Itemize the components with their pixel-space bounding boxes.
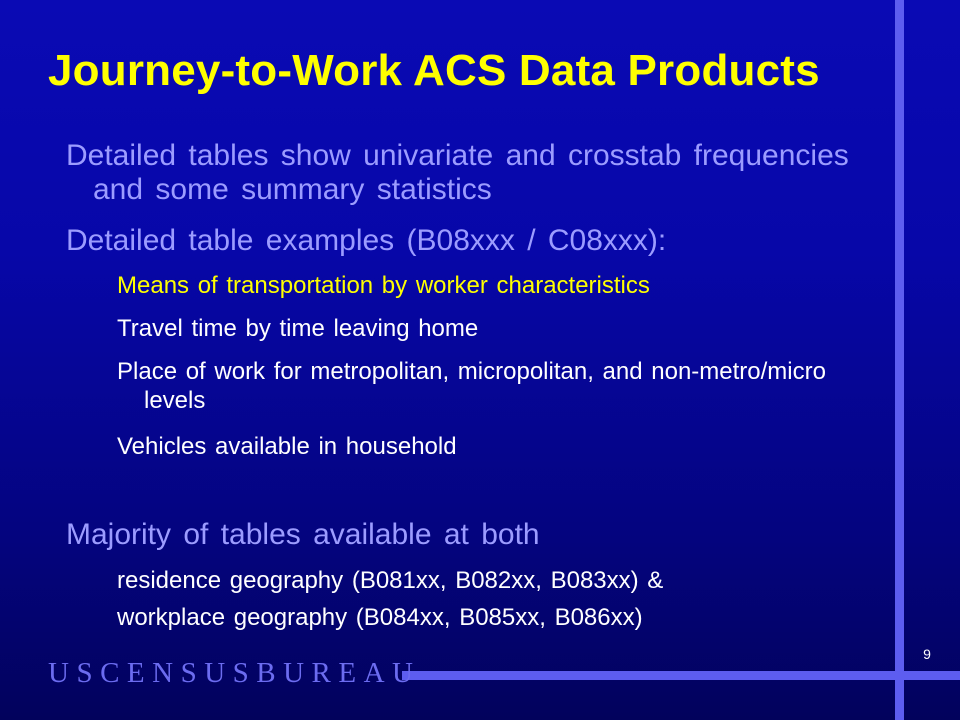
sub-bullet-means-of-transportation: Means of transportation by worker characteristics bbox=[117, 272, 650, 299]
sub-bullet-workplace-geography: workplace geography (B084xx, B085xx, B086xx) bbox=[117, 604, 643, 631]
vertical-accent-line bbox=[895, 0, 904, 720]
census-bureau-logo-text: USCENSUSBUREAU bbox=[48, 657, 421, 689]
sub-bullet-travel-time: Travel time by time leaving home bbox=[117, 315, 479, 342]
horizontal-accent-line bbox=[402, 671, 960, 680]
bullet-detailed-tables: Detailed tables show univariate and crosstab frequencies and some summary statistics bbox=[66, 139, 849, 206]
page-number: 9 bbox=[923, 646, 931, 662]
bullet-table-examples: Detailed table examples (B08xxx / C08xxx): bbox=[66, 224, 667, 257]
sub-bullet-place-of-work: Place of work for metropolitan, micropolitan, and non-metro/micro levels bbox=[117, 358, 826, 414]
sub-bullet-residence-geography: residence geography (B081xx, B082xx, B083xx) & bbox=[117, 567, 664, 594]
sub-bullet-vehicles-available: Vehicles available in household bbox=[117, 433, 457, 460]
bullet-majority-of-tables: Majority of tables available at both bbox=[66, 518, 540, 551]
slide-title: Journey-to-Work ACS Data Products bbox=[48, 46, 820, 95]
